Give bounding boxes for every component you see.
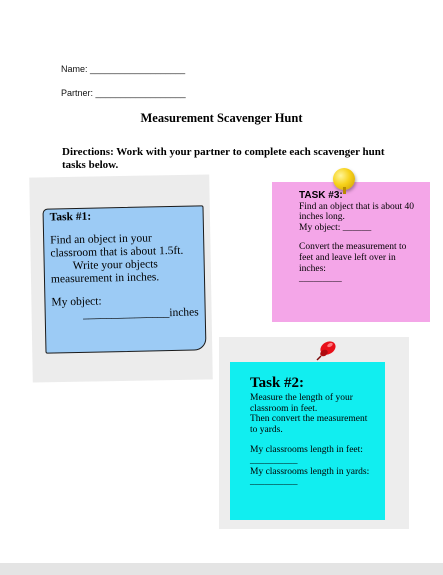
red-pushpin-icon [315, 339, 337, 361]
task2-feet-label: My classrooms length in feet: [250, 445, 363, 456]
task3-instruction-2: Convert the measurement to feet and leave left over in inches: [299, 242, 407, 274]
page-title: Measurement Scavenger Hunt [140, 111, 303, 125]
task3-instruction: Find an object that is about 40 inches long. [299, 201, 415, 223]
partner-field[interactable]: Partner: __________________ [61, 88, 186, 98]
task2-feet-line[interactable]: __________ [250, 455, 298, 466]
task3-note [272, 182, 430, 322]
task3-object-line[interactable]: My object: ______ [299, 222, 372, 233]
task1-instruction-2: Write your objects measurement in inches. [50, 258, 160, 286]
task1-object-line[interactable]: _______________inches [82, 306, 199, 321]
task3-answer-line[interactable]: _________ [299, 274, 342, 285]
task1-note [42, 205, 206, 353]
task1-heading: Task #1: [49, 210, 92, 224]
task1-instruction: Find an object in your classroom that is about 1.5ft. [50, 232, 184, 260]
task3-heading: TASK #3: [299, 190, 343, 201]
bottom-bar [0, 563, 443, 575]
task1-object-label: My object: [51, 295, 102, 309]
task2-instruction-2: Then convert the measurement to yards. [250, 414, 368, 435]
task2-yards-label[interactable]: My classrooms length in yards: __________ [250, 466, 370, 488]
yellow-pushpin-icon [333, 168, 355, 190]
task2-instruction: Measure the length of your classroom in feet. [250, 393, 353, 414]
task2-heading: Task #2: [250, 375, 305, 391]
task2-note [230, 362, 385, 520]
name-field[interactable]: Name: ___________________ [61, 64, 186, 74]
directions-text: Directions: Work with your partner to complete each scavenger hunt tasks below. [62, 146, 385, 171]
